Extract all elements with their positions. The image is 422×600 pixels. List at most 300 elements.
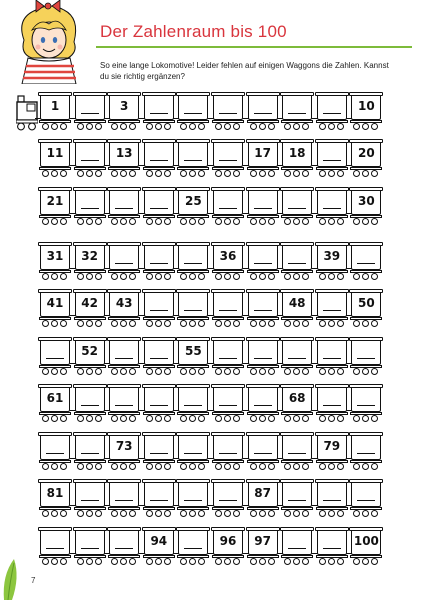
answer-blank-line[interactable] (219, 113, 237, 114)
answer-blank-line[interactable] (254, 263, 272, 264)
wagon-rim (142, 432, 176, 436)
wagon-rim (246, 92, 280, 96)
wheel-icon (268, 368, 275, 375)
wagon[interactable] (178, 527, 208, 567)
wheel-icon (189, 218, 196, 225)
wagon-rim (280, 384, 314, 388)
answer-blank-line[interactable] (357, 453, 375, 454)
answer-blank-line[interactable] (288, 263, 306, 264)
wagon-rim (315, 242, 349, 246)
answer-blank-line[interactable] (219, 160, 237, 161)
wheel-icon (180, 463, 187, 470)
wagon[interactable] (351, 384, 381, 424)
wheel-icon (293, 510, 300, 517)
wagon-body (248, 291, 278, 317)
wagon-rim (349, 384, 383, 388)
wagon-rim (176, 384, 210, 388)
wheel-icon (155, 218, 162, 225)
wagon (40, 289, 70, 329)
wagon[interactable] (317, 139, 347, 179)
wagon-rim (142, 337, 176, 341)
wagon-rim (107, 337, 141, 341)
wagon[interactable] (213, 337, 243, 377)
wagon[interactable] (317, 337, 347, 377)
answer-blank-line[interactable] (357, 358, 375, 359)
answer-blank-line[interactable] (219, 358, 237, 359)
wagon[interactable] (109, 527, 139, 567)
wagon-number: 18 (288, 146, 306, 160)
wagon[interactable] (351, 337, 381, 377)
wagon-rim (280, 337, 314, 341)
wagon[interactable] (213, 92, 243, 132)
wagon-body (75, 434, 105, 460)
wagon-body (144, 141, 174, 167)
wagon[interactable] (213, 432, 243, 472)
wagon-rim (107, 432, 141, 436)
wheel-icon (328, 123, 335, 130)
answer-blank-line[interactable] (46, 453, 64, 454)
answer-blank-line[interactable] (357, 405, 375, 406)
wagon-rim (107, 384, 141, 388)
answer-blank-line[interactable] (254, 208, 272, 209)
wagon-rim (73, 337, 107, 341)
wheel-icon (189, 170, 196, 177)
wagon[interactable] (178, 432, 208, 472)
wagon-body (317, 291, 347, 317)
wagon (351, 187, 381, 227)
wagon[interactable] (178, 289, 208, 329)
wheel-icon (77, 368, 84, 375)
wheel-icon (189, 273, 196, 280)
wheel-icon (337, 368, 344, 375)
wagon-rim (315, 289, 349, 293)
wagon[interactable] (109, 479, 139, 519)
wagon-body (40, 434, 70, 460)
answer-blank-line[interactable] (81, 405, 99, 406)
answer-blank-line[interactable] (81, 113, 99, 114)
wheel-icon (302, 558, 309, 565)
wagon-number: 42 (81, 296, 98, 310)
wheel-icon (146, 368, 153, 375)
wheel-icon (259, 415, 266, 422)
wheel-icon (250, 273, 257, 280)
wagon (40, 479, 70, 519)
wheel-icon (215, 415, 222, 422)
answer-blank-line[interactable] (219, 310, 237, 311)
answer-blank-line[interactable] (254, 113, 272, 114)
wagon[interactable] (282, 187, 312, 227)
wheel-icon (215, 218, 222, 225)
wagon-body (75, 529, 105, 555)
answer-blank-line[interactable] (46, 358, 64, 359)
wheel-icon (215, 463, 222, 470)
wagon[interactable] (317, 92, 347, 132)
wheel-icon (224, 558, 231, 565)
page-title: Der Zahlenraum bis 100 (100, 22, 287, 41)
wagon-body (351, 244, 381, 270)
wheel-icon (60, 320, 67, 327)
wheel-icon (129, 463, 136, 470)
wagon[interactable] (213, 289, 243, 329)
answer-blank-line[interactable] (184, 548, 202, 549)
wagon[interactable] (40, 432, 70, 472)
wheel-icon (337, 510, 344, 517)
wagon-body (178, 94, 208, 120)
wagon[interactable] (40, 527, 70, 567)
wagon-number: 41 (46, 296, 64, 310)
answer-blank-line[interactable] (288, 208, 306, 209)
wheel-icon (353, 463, 360, 470)
wagon[interactable] (144, 432, 174, 472)
wagon (75, 289, 105, 329)
wagon[interactable] (75, 139, 105, 179)
wagon-rim (107, 242, 141, 246)
wagon[interactable] (317, 384, 347, 424)
wagon-rim (246, 432, 280, 436)
wheel-icon (319, 368, 326, 375)
answer-blank-line[interactable] (323, 208, 341, 209)
wagon-body (178, 481, 208, 507)
wagon (317, 242, 347, 282)
wheel-icon (146, 558, 153, 565)
answer-blank-line[interactable] (323, 160, 341, 161)
wheel-icon (224, 273, 231, 280)
wagon[interactable] (75, 92, 105, 132)
wagon (40, 187, 70, 227)
wagon[interactable] (248, 92, 278, 132)
wagon-body (213, 339, 243, 365)
answer-blank-line[interactable] (323, 405, 341, 406)
answer-blank-line[interactable] (184, 310, 202, 311)
wheel-icon (111, 463, 118, 470)
wheel-icon (233, 123, 240, 130)
answer-blank-line[interactable] (288, 113, 306, 114)
wheel-icon (42, 415, 49, 422)
wagon-rim (38, 384, 72, 388)
answer-blank-line[interactable] (150, 358, 168, 359)
wagon-number: 10 (358, 99, 375, 113)
wheel-icon (164, 218, 171, 225)
wagon-body (144, 339, 174, 365)
wheel-icon (60, 558, 67, 565)
wagon-number: 97 (254, 534, 271, 548)
wagon[interactable] (317, 187, 347, 227)
wagon-number: 1 (50, 99, 60, 113)
answer-blank-line[interactable] (184, 113, 202, 114)
wheel-icon (319, 320, 326, 327)
answer-blank-line[interactable] (323, 358, 341, 359)
answer-blank-line[interactable] (219, 208, 237, 209)
wagon[interactable] (144, 337, 174, 377)
answer-blank-line[interactable] (150, 208, 168, 209)
answer-blank-line[interactable] (288, 453, 306, 454)
wheel-icon (284, 463, 291, 470)
wheel-icon (362, 273, 369, 280)
wheel-icon (233, 368, 240, 375)
answer-blank-line[interactable] (150, 405, 168, 406)
wheel-icon (86, 558, 93, 565)
answer-blank-line[interactable] (81, 208, 99, 209)
wagon-body (178, 386, 208, 412)
wagon[interactable] (282, 527, 312, 567)
answer-blank-line[interactable] (150, 500, 168, 501)
wagon[interactable] (75, 384, 105, 424)
wagon[interactable] (75, 479, 105, 519)
wagon[interactable] (317, 527, 347, 567)
wagon-rim (73, 289, 107, 293)
wagon-body (144, 386, 174, 412)
wheel-icon (233, 273, 240, 280)
wagon[interactable] (144, 479, 174, 519)
wagon[interactable] (144, 242, 174, 282)
wagon[interactable] (75, 527, 105, 567)
wagon-body (282, 481, 312, 507)
wheel-icon (111, 558, 118, 565)
wagon[interactable] (282, 479, 312, 519)
wheel-icon (42, 123, 49, 130)
answer-blank-line[interactable] (150, 113, 168, 114)
train-row (16, 92, 416, 136)
answer-blank-line[interactable] (254, 310, 272, 311)
answer-blank-line[interactable] (115, 358, 133, 359)
wagon-body (213, 141, 243, 167)
wagon[interactable] (144, 92, 174, 132)
wheel-icon (111, 218, 118, 225)
wagon[interactable] (144, 187, 174, 227)
answer-blank-line[interactable] (254, 405, 272, 406)
answer-blank-line[interactable] (115, 405, 133, 406)
wagon[interactable] (109, 242, 139, 282)
wagon[interactable] (109, 337, 139, 377)
wagon (109, 289, 139, 329)
wheel-icon (95, 368, 102, 375)
answer-blank-line[interactable] (81, 453, 99, 454)
wagon-body (144, 434, 174, 460)
wagon-rim (38, 527, 72, 531)
train-row (16, 337, 416, 381)
wagon-rim (246, 289, 280, 293)
wheel-icon (164, 170, 171, 177)
answer-blank-line[interactable] (357, 263, 375, 264)
answer-blank-line[interactable] (184, 453, 202, 454)
wheel-icon (86, 463, 93, 470)
wheel-icon (198, 415, 205, 422)
answer-blank-line[interactable] (219, 500, 237, 501)
wagon-rim (349, 432, 383, 436)
wheel-icon (337, 558, 344, 565)
train-row (16, 432, 416, 476)
wagon[interactable] (248, 242, 278, 282)
wheel-icon (233, 218, 240, 225)
wagon[interactable] (213, 384, 243, 424)
wagon[interactable] (144, 139, 174, 179)
wagon[interactable] (144, 289, 174, 329)
answer-blank-line[interactable] (323, 500, 341, 501)
wagon[interactable] (213, 139, 243, 179)
wagon-rim (315, 337, 349, 341)
wheel-icon (250, 123, 257, 130)
wagon-number: 3 (120, 99, 129, 113)
wagon[interactable] (144, 384, 174, 424)
wheel-icon (371, 510, 378, 517)
wagon[interactable] (282, 242, 312, 282)
wagon[interactable] (248, 187, 278, 227)
answer-blank-line[interactable] (254, 358, 272, 359)
wagon[interactable] (351, 242, 381, 282)
wheel-icon (319, 510, 326, 517)
wagon[interactable] (351, 432, 381, 472)
wheel-icon (51, 463, 58, 470)
wagon-body (144, 244, 174, 270)
wagon (178, 187, 208, 227)
wagon-number: 61 (46, 391, 64, 405)
wheel-icon (120, 368, 127, 375)
answer-blank-line[interactable] (288, 358, 306, 359)
wagon[interactable] (282, 337, 312, 377)
answer-blank-line[interactable] (150, 263, 168, 264)
wagon (282, 289, 312, 329)
wagon[interactable] (40, 337, 70, 377)
wheel-icon (362, 558, 369, 565)
wheel-icon (77, 320, 84, 327)
wagon[interactable] (317, 289, 347, 329)
wagon[interactable] (213, 187, 243, 227)
wagon-body (178, 244, 208, 270)
wagon-rim (107, 527, 141, 531)
wagon-rim (246, 384, 280, 388)
answer-blank-line[interactable] (150, 453, 168, 454)
train-row (16, 384, 416, 428)
wagon-rim (107, 187, 141, 191)
wagon-rim (176, 187, 210, 191)
wagon[interactable] (317, 479, 347, 519)
answer-blank-line[interactable] (150, 310, 168, 311)
wagon[interactable] (213, 479, 243, 519)
answer-blank-line[interactable] (288, 548, 306, 549)
wagon[interactable] (178, 139, 208, 179)
wheel-icon (293, 558, 300, 565)
wagon-rim (280, 432, 314, 436)
wagon-body (248, 189, 278, 215)
answer-blank-line[interactable] (184, 405, 202, 406)
wagon-rim (246, 527, 280, 531)
wagon-number: 31 (46, 249, 64, 263)
wheel-icon (233, 415, 240, 422)
answer-blank-line[interactable] (150, 160, 168, 161)
wheel-icon (198, 368, 205, 375)
wagon-number: 48 (288, 296, 306, 310)
wheel-icon (284, 123, 291, 130)
wheel-icon (42, 170, 49, 177)
wheel-icon (337, 415, 344, 422)
wagon[interactable] (75, 187, 105, 227)
wagon[interactable] (248, 384, 278, 424)
answer-blank-line[interactable] (115, 548, 133, 549)
wheel-icon (129, 218, 136, 225)
answer-blank-line[interactable] (81, 548, 99, 549)
wheel-icon (155, 273, 162, 280)
wheel-icon (259, 123, 266, 130)
wagon[interactable] (282, 92, 312, 132)
answer-blank-line[interactable] (323, 113, 341, 114)
wagon-body (144, 94, 174, 120)
wagon[interactable] (248, 289, 278, 329)
wagon (213, 242, 243, 282)
wheel-icon (86, 123, 93, 130)
wagon-rim (73, 92, 107, 96)
answer-blank-line[interactable] (288, 500, 306, 501)
wagon-rim (280, 479, 314, 483)
wagon[interactable] (178, 242, 208, 282)
answer-blank-line[interactable] (357, 500, 375, 501)
wheel-icon (155, 510, 162, 517)
wagon (75, 242, 105, 282)
answer-blank-line[interactable] (115, 263, 133, 264)
wagon[interactable] (248, 337, 278, 377)
wagon[interactable] (178, 384, 208, 424)
answer-blank-line[interactable] (219, 405, 237, 406)
answer-blank-line[interactable] (81, 500, 99, 501)
wagon[interactable] (178, 92, 208, 132)
wheel-icon (302, 368, 309, 375)
wagon[interactable] (282, 432, 312, 472)
wagon-body (109, 529, 139, 555)
wagon-number: 13 (115, 146, 133, 160)
wagon-number: 55 (185, 344, 202, 358)
answer-blank-line[interactable] (184, 160, 202, 161)
answer-blank-line[interactable] (323, 548, 341, 549)
wagon-number: 30 (358, 194, 375, 208)
wagon (178, 337, 208, 377)
wheel-icon (111, 123, 118, 130)
answer-blank-line[interactable] (46, 548, 64, 549)
wheel-icon (268, 558, 275, 565)
answer-blank-line[interactable] (81, 160, 99, 161)
wagon-rim (349, 527, 383, 531)
answer-blank-line[interactable] (254, 453, 272, 454)
wheel-icon (77, 510, 84, 517)
wheel-icon (250, 320, 257, 327)
wheel-icon (77, 123, 84, 130)
wagon-body (75, 481, 105, 507)
wagon[interactable] (109, 187, 139, 227)
wagon[interactable] (248, 432, 278, 472)
wagon-rim (315, 527, 349, 531)
wagon (351, 139, 381, 179)
wheel-icon (95, 320, 102, 327)
answer-blank-line[interactable] (323, 310, 341, 311)
answer-blank-line[interactable] (219, 453, 237, 454)
wheel-icon (224, 218, 231, 225)
wheel-icon (233, 320, 240, 327)
wheel-icon (319, 415, 326, 422)
wagon[interactable] (178, 479, 208, 519)
answer-blank-line[interactable] (115, 208, 133, 209)
wagon[interactable] (75, 432, 105, 472)
wagon[interactable] (351, 479, 381, 519)
wheel-icon (353, 558, 360, 565)
wheel-icon (284, 273, 291, 280)
answer-blank-line[interactable] (115, 500, 133, 501)
wagon[interactable] (109, 384, 139, 424)
wheel-icon (180, 273, 187, 280)
wagon-rim (38, 432, 72, 436)
wheel-icon (146, 463, 153, 470)
wagon-rim (315, 187, 349, 191)
answer-blank-line[interactable] (184, 263, 202, 264)
answer-blank-line[interactable] (184, 500, 202, 501)
wheel-icon (362, 218, 369, 225)
